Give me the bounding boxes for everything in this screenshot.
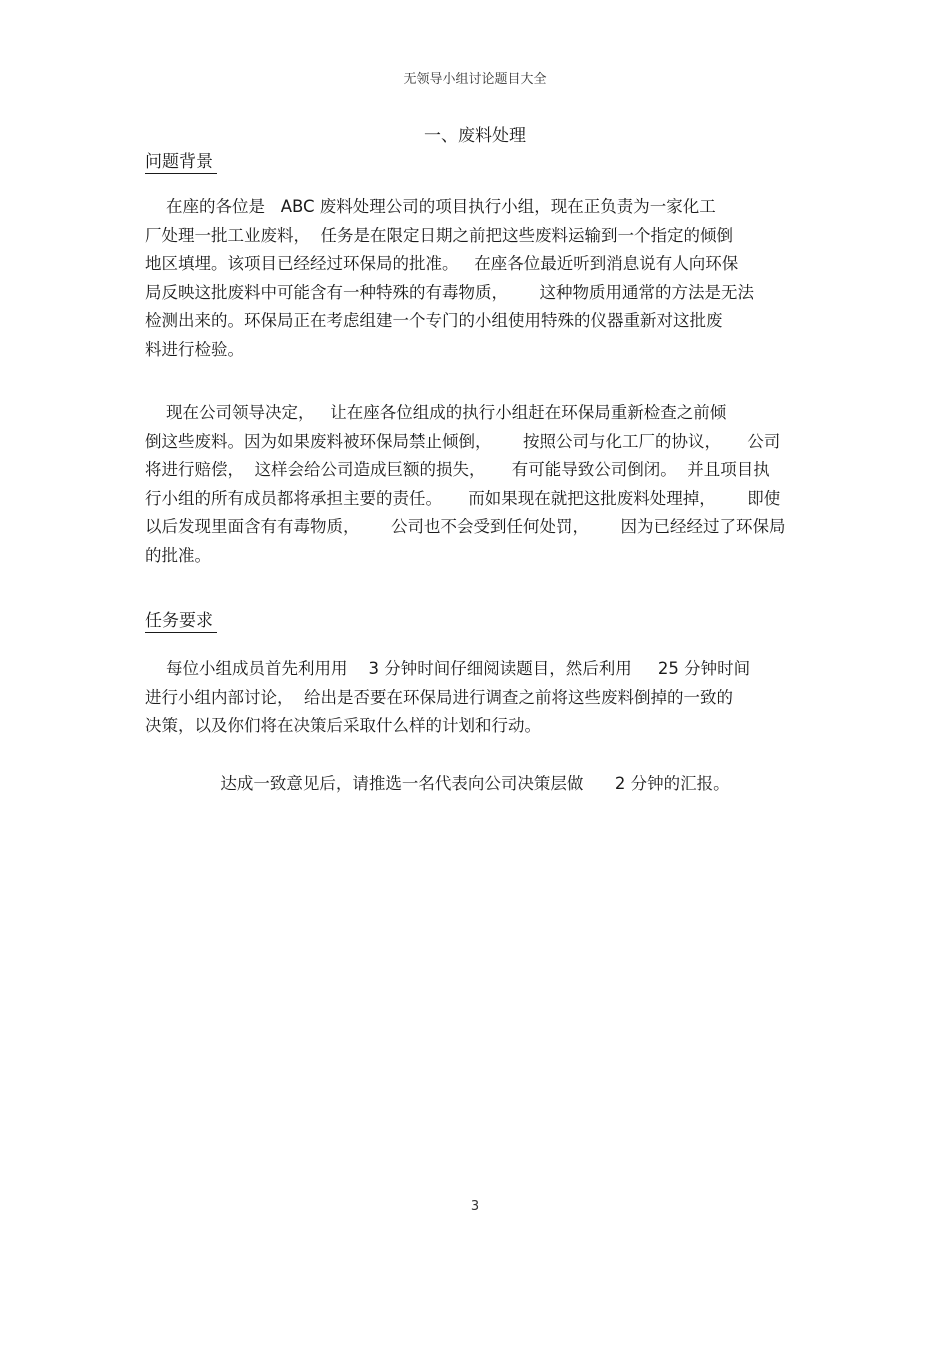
section-title: 一、废料处理 [424,126,526,146]
page-number: 3 [470,1199,480,1214]
running-header: 无领导小组讨论题目大全 [403,72,547,87]
text-line: 厂处理一批工业废料， 任务是在限定日期之前把这些废料运输到一个指定的倾倒 [145,225,733,245]
background-paragraph-2 [145,399,810,570]
text-line: 料进行检验。 [145,339,244,359]
task-paragraph [145,655,810,741]
text-line: 局反映这批废料中可能含有一种特殊的有毒物质， 这种物质用通常的方法是无法 [145,282,754,302]
text-line: 在座的各位是 ABC 废料处理公司的项目执行小组，现在正负责为一家化工 [145,197,716,216]
text-line: 行小组的所有成员都将承担主要的责任。 而如果现在就把这批废料处理掉， 即使 [145,488,781,508]
text-line: 地区填埋。该项目已经经过环保局的批准。 在座各位最近听到消息说有人向环保 [145,254,739,273]
background-paragraph-1 [145,193,810,364]
text-line: 每位小组成员首先利用用 3 分钟时间仔细阅读题目，然后利用 25 分钟时间 [145,659,751,678]
text-line: 现在公司领导决定， 让在座各位组成的执行小组赶在环保局重新检查之前倾 [145,403,727,422]
text-line: 进行小组内部讨论， 给出是否要在环保局进行调查之前将这些废料倒掉的一致的 [145,687,733,707]
text-line: 决策，以及你们将在决策后采取什么样的计划和行动。 [145,716,541,735]
text-line: 倒这些废料。因为如果废料被环保局禁止倾倒， 按照公司与化工厂的协议， 公司 [145,431,781,451]
text-line: 以后发现里面含有有毒物质， 公司也不会受到任何处罚， 因为已经经过了环保局 [145,517,786,536]
task-heading: 任务要求 [145,610,217,633]
text-line: 检测出来的。环保局正在考虑组建一个专门的小组使用特殊的仪器重新对这批废 [145,311,723,330]
background-heading: 问题背景 [145,151,217,174]
closing-line: 达成一致意见后，请推选一名代表向公司决策层做 2 分钟的汇报。 [220,774,730,793]
text-line: 将进行赔偿， 这样会给公司造成巨额的损失， 有可能导致公司倒闭。 并且项目执 [145,460,770,479]
text-line: 的批准。 [145,545,211,565]
